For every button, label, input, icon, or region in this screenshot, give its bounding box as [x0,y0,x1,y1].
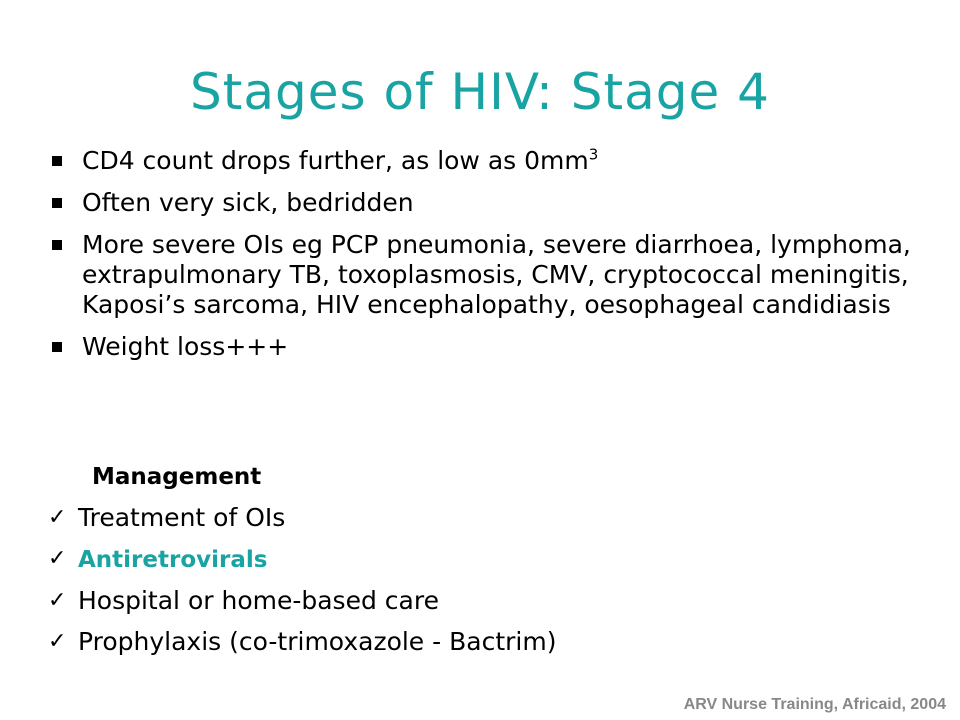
bullet-text: Often very sick, bedridden [82,188,414,217]
slide-title: Stages of HIV: Stage 4 [190,63,770,121]
management-list [48,503,556,668]
bullet-item [52,230,932,320]
bullet-list [52,146,932,362]
superscript: 3 [588,145,599,164]
bullet-item [52,188,932,218]
checkmark-icon: ✓ [48,588,67,613]
management-item [48,544,556,575]
square-bullet-icon [52,240,62,250]
management-heading: Management [92,464,262,490]
management-item-label: Hospital or home-based care [78,586,439,615]
square-bullet-icon [52,342,62,352]
checkmark-icon: ✓ [48,546,67,571]
management-item [48,503,556,533]
management-item [48,586,556,616]
checkmark-icon: ✓ [48,629,67,654]
management-item-label: Prophylaxis (co-trimoxazole - Bactrim) [78,627,557,656]
bullet-text: More severe OIs eg PCP pneumonia, severe diarrhoea, lymphoma, extrapulmonary TB, toxoplasmosis, CMV, cryptococcal meningitis, Kaposi’s sarcoma, HIV encephalopathy, oesophageal candidiasis [82,230,911,319]
bullet-item [52,146,932,176]
management-item-label: Treatment of OIs [78,503,286,532]
bullet-text: CD4 count drops further, as low as 0mm [82,146,589,175]
management-item [48,627,556,657]
management-item-label: Antiretrovirals [78,547,268,573]
checkmark-icon: ✓ [48,505,67,530]
bullet-text: Weight loss+++ [82,332,289,361]
square-bullet-icon [52,198,62,208]
bullet-item [52,332,932,362]
square-bullet-icon [52,156,62,166]
footer-credit: ARV Nurse Training, Africaid, 2004 [683,696,946,713]
